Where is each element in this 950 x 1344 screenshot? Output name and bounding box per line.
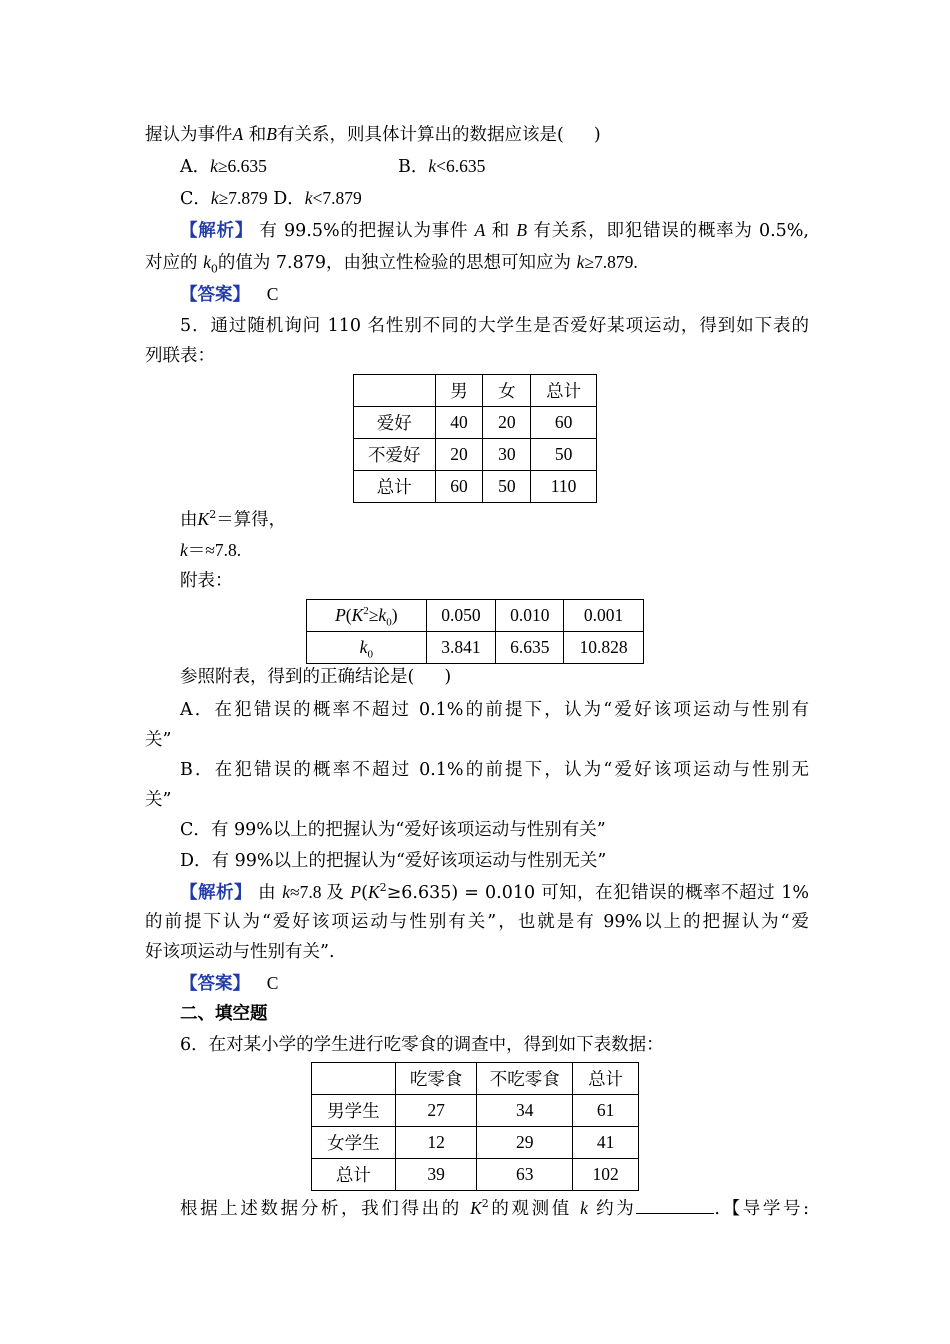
table-cell: 不吃零食 bbox=[477, 1063, 573, 1095]
table-cell: 6.635 bbox=[496, 632, 564, 664]
table-cell: $k_0$ bbox=[307, 632, 427, 664]
table-cell: 102 bbox=[573, 1159, 639, 1191]
table-cell: 29 bbox=[477, 1127, 573, 1159]
q6-data-table bbox=[311, 1062, 639, 1191]
q5-analysis-line2: 的前提下认为“爱好该项运动与性别有关”，也就是有 99%以上的把握认为“爱 bbox=[145, 912, 809, 932]
table-cell: 61 bbox=[573, 1095, 639, 1127]
table-cell: 男学生 bbox=[312, 1095, 396, 1127]
table-cell: 63 bbox=[477, 1159, 573, 1191]
table-cell: 总计 bbox=[312, 1159, 396, 1191]
table-cell: 30 bbox=[483, 439, 531, 471]
q4-stem: 握认为事件A 和B有关系，则具体计算出的数据应该是( ) bbox=[145, 124, 601, 145]
table-cell bbox=[312, 1063, 396, 1095]
q4-options-cd: C．k≥7.879 D．k<7.879 bbox=[180, 188, 362, 209]
table-header-row bbox=[354, 375, 597, 407]
q5-answer: 【答案】 C bbox=[180, 973, 279, 994]
q5-calc-line1: 由$K^2=$算得， bbox=[180, 508, 287, 530]
q5-stem-line1: 5．通过随机询问 110 名性别不同的大学生是否爱好某项运动，得到如下表的 bbox=[180, 316, 809, 336]
q5-option-c: C．有 99%以上的把握认为“爱好该项运动与性别有关” bbox=[180, 820, 606, 840]
q6-question-tail: 根据上述数据分析，我们得出的 $K^2$的观测值 k 约为 .【导学号: bbox=[180, 1197, 809, 1219]
table-cell: 40 bbox=[435, 407, 483, 439]
table-cell: 41 bbox=[573, 1127, 639, 1159]
table-cell: 39 bbox=[395, 1159, 477, 1191]
q6-stem: 6．在对某小学的学生进行吃零食的调查中，得到如下表数据： bbox=[180, 1035, 664, 1055]
table-cell: 20 bbox=[483, 407, 531, 439]
q5-option-a-line2: 关” bbox=[145, 730, 172, 750]
table-cell: 女 bbox=[483, 375, 531, 407]
table-cell: 34 bbox=[477, 1095, 573, 1127]
q4-answer: 【答案】 C bbox=[180, 284, 279, 305]
table-cell: 爱好 bbox=[354, 407, 436, 439]
q5-option-b-line2: 关” bbox=[145, 790, 172, 810]
q4-analysis-line2: 对应的 $k_0$的值为 7.879，由独立性检验的思想可知应为 k≥7.879. bbox=[145, 252, 638, 276]
table-cell: 0.050 bbox=[426, 600, 496, 632]
table-cell: 女学生 bbox=[312, 1127, 396, 1159]
table-header-row bbox=[312, 1063, 639, 1095]
table-cell: 0.010 bbox=[496, 600, 564, 632]
q5-option-d: D．有 99%以上的把握认为“爱好该项运动与性别无关” bbox=[180, 851, 607, 871]
table-cell: $P(K^2\ge k_0)$ bbox=[307, 600, 427, 632]
table-cell: 总计 bbox=[354, 471, 436, 503]
table-cell: 男 bbox=[435, 375, 483, 407]
table-row bbox=[307, 600, 644, 632]
table-cell: 20 bbox=[435, 439, 483, 471]
table-row bbox=[354, 439, 597, 471]
table-cell: 50 bbox=[483, 471, 531, 503]
table-cell: 吃零食 bbox=[395, 1063, 477, 1095]
q5-option-a-line1: A．在犯错误的概率不超过 0.1%的前提下，认为“爱好该项运动与性别有 bbox=[180, 700, 809, 720]
q5-analysis-line3: 好该项运动与性别有关”. bbox=[145, 942, 335, 962]
q5-reference-table bbox=[306, 599, 644, 664]
q4-options-ab: A．k≥6.635 B．k<6.635 bbox=[180, 156, 486, 177]
table-cell: 110 bbox=[531, 471, 597, 503]
table-row bbox=[354, 407, 597, 439]
table-cell: 10.828 bbox=[564, 632, 644, 664]
table-cell: 总计 bbox=[531, 375, 597, 407]
q5-stem-line2: 列联表： bbox=[145, 346, 215, 366]
table-cell bbox=[354, 375, 436, 407]
q5-prompt: 参照附表，得到的正确结论是( ) bbox=[180, 667, 452, 687]
table-row bbox=[312, 1095, 639, 1127]
table-cell: 50 bbox=[531, 439, 597, 471]
q5-analysis-line1: 【解析】 由 k≈7.8 及 $P(K^2\ge 6.635) = 0.010$ 可知，在犯错误的概率不超过 1% bbox=[180, 881, 810, 903]
table-row bbox=[312, 1127, 639, 1159]
table-cell: 3.841 bbox=[426, 632, 496, 664]
table-cell: 不爱好 bbox=[354, 439, 436, 471]
table-cell: 总计 bbox=[573, 1063, 639, 1095]
section-heading: 二、填空题 bbox=[180, 1004, 268, 1024]
q5-contingency-table bbox=[353, 374, 597, 503]
table-cell: 60 bbox=[435, 471, 483, 503]
table-cell: 27 bbox=[395, 1095, 477, 1127]
q5-option-b-line1: B．在犯错误的概率不超过 0.1%的前提下，认为“爱好该项运动与性别无 bbox=[180, 760, 809, 780]
table-cell: 12 bbox=[395, 1127, 477, 1159]
table-cell: 0.001 bbox=[564, 600, 644, 632]
table-row bbox=[354, 471, 597, 503]
q5-calc-line2: k＝≈7.8. bbox=[180, 540, 242, 560]
table-cell: 60 bbox=[531, 407, 597, 439]
q4-analysis-line1: 【解析】 有 99.5%的把握认为事件 A 和 B 有关系，即犯错误的概率为 0.5%, bbox=[180, 220, 809, 241]
answer-blank[interactable] bbox=[636, 1196, 714, 1214]
table-row bbox=[312, 1159, 639, 1191]
table-row bbox=[307, 632, 644, 664]
q5-appendix-label: 附表： bbox=[180, 571, 233, 591]
